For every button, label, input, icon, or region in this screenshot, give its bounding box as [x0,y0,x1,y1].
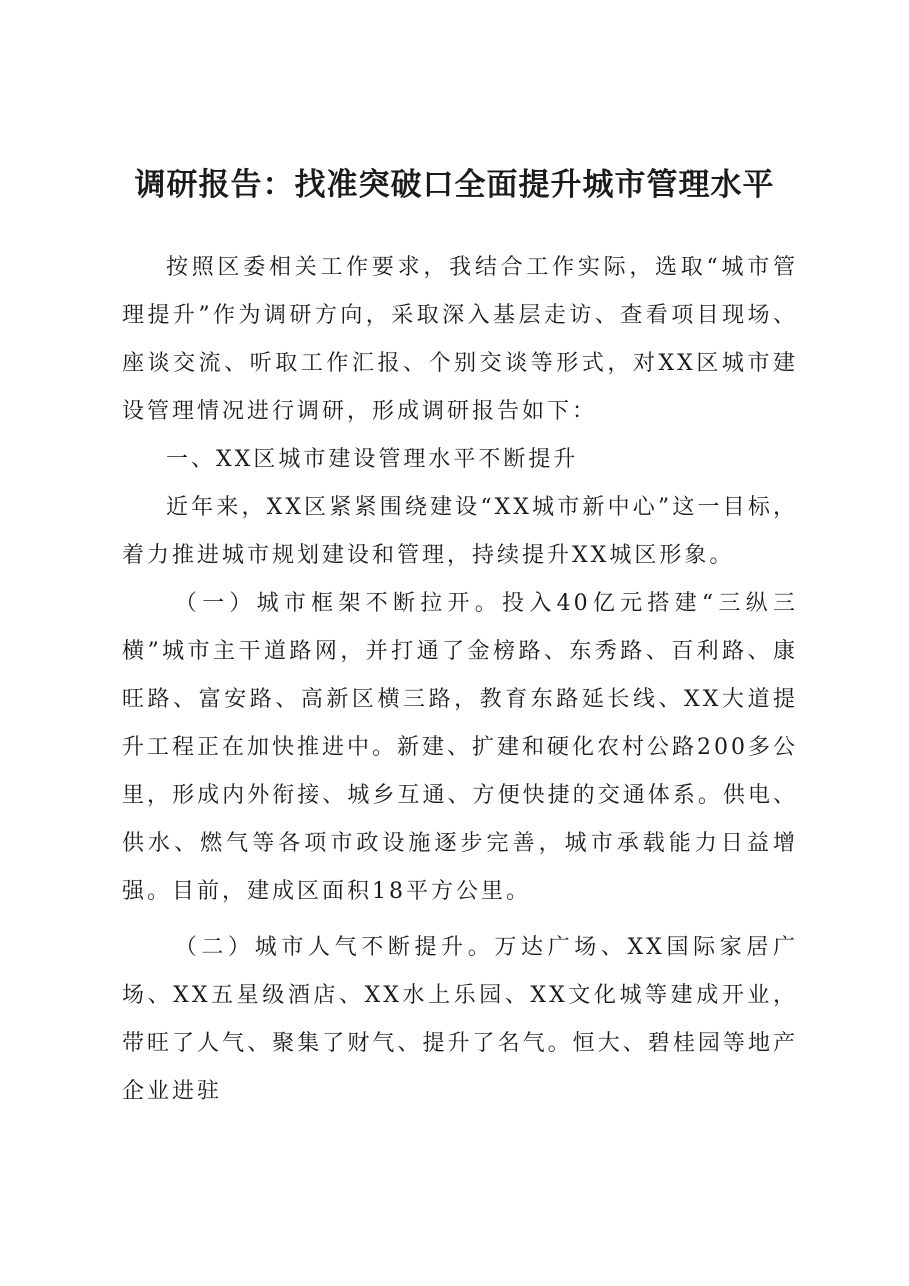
document-title: 调研报告：找准突破口全面提升城市管理水平 [134,167,775,203]
document-body [122,244,798,1116]
section-heading-1: 一、XX区城市建设管理水平不断提升 [166,447,579,472]
subsection-1-paragraph: （一）城市框架不断拉开。投入40亿元搭建“三纵三横”城市主干道路网，并打通了金榜路、东秀路、百利路、康旺路、富安路、高新区横三路，教育东路延长线、XX大道提升工程正在加快推进中。新建、扩建和硬化农村公路200多公里，形成内外衔接、城乡互通、方便快捷的交通体系。供电、供水、燃气等各项市政设施逐步完善，城市承载能力日益增强。目前，建成区面积18平方公里。 [122,591,798,904]
section-1-intro-paragraph: 近年来，XX区紧紧围绕建设“XX城市新中心”这一目标，着力推进城市规划建设和管理，持续提升XX城区形象。 [122,495,798,568]
subsection-2-paragraph: （二）城市人气不断提升。万达广场、XX国际家居广场、XX五星级酒店、XX水上乐园、XX文化城等建成开业，带旺了人气、聚集了财气、提升了名气。恒大、碧桂园等地产企业进驻 [122,935,798,1104]
intro-paragraph: 按照区委相关工作要求，我结合工作实际，选取“城市管理提升”作为调研方向，采取深入基层走访、查看项目现场、座谈交流、听取工作汇报、个别交谈等形式，对XX区城市建设管理情况进行调研，形成调研报告如下： [122,255,798,424]
